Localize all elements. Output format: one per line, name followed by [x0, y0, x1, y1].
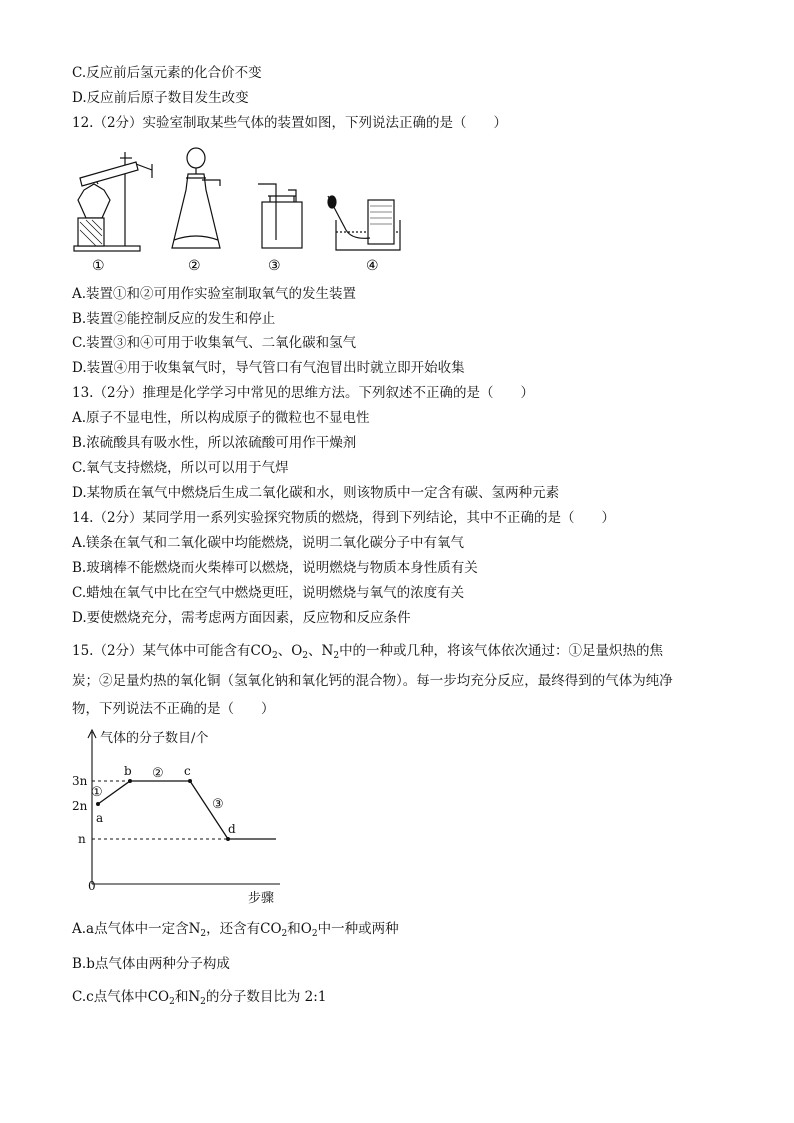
q12-stem: 12.（2分）实验室制取某些气体的装置如图，下列说法正确的是（ ） [72, 115, 508, 131]
q13-option-a: A.原子不显电性，所以构成原子的微粒也不显电性 [72, 410, 370, 426]
point-label-d: d [228, 822, 236, 836]
point-label-a: a [96, 811, 104, 825]
y-tick-2n: 2n [72, 799, 88, 813]
step-label-2: ② [152, 766, 164, 781]
apparatus-label-4: ④ [366, 258, 379, 274]
q15-graph [70, 724, 310, 910]
prev-option-d: D.反应前后原子数目发生改变 [72, 90, 249, 106]
q13-stem: 13.（2分）推理是化学学习中常见的思维方法。下列叙述不正确的是（ ） [72, 385, 535, 401]
q12-option-d: D.装置④用于收集氧气时，导气管口有气泡冒出时就立即开始收集 [72, 360, 465, 376]
q15-option-b: B.b点气体由两种分子构成 [72, 956, 230, 972]
q12-option-a: A.装置①和②可用作实验室制取氧气的发生装置 [72, 286, 357, 302]
q13-option-b: B.浓硫酸具有吸水性，所以浓硫酸可用作干燥剂 [72, 435, 357, 451]
q14-option-a: A.镁条在氧气和二氧化碳中均能燃烧，说明二氧化碳分子中有氧气 [72, 535, 465, 551]
point-d [226, 837, 230, 841]
q13-option-c: C.氧气支持燃烧，所以可以用于气焊 [72, 460, 289, 476]
series-line [98, 781, 276, 839]
point-a [96, 802, 100, 806]
q13-option-d: D.某物质在氧气中燃烧后生成二氧化碳和水，则该物质中一定含有碳、氢两种元素 [72, 485, 560, 501]
point-c [188, 779, 192, 783]
step-label-1: ① [91, 785, 103, 800]
apparatus-label-3: ③ [268, 258, 281, 274]
prev-option-c: C.反应前后氢元素的化合价不变 [72, 65, 262, 81]
origin-label: 0 [88, 879, 96, 893]
q15-stem-line3: 物，下列说法不正确的是（ ） [72, 701, 275, 717]
y-tick-3n: 3n [72, 774, 88, 788]
apparatus-label-2: ② [188, 258, 201, 274]
y-tick-n: n [78, 832, 86, 846]
q12-apparatus-figure [70, 140, 410, 275]
apparatus-label-1: ① [92, 258, 105, 274]
y-axis-label: 气体的分子数目/个 [100, 731, 209, 746]
q12-option-c: C.装置③和④可用于收集氧气、二氧化碳和氢气 [72, 335, 357, 351]
step-label-3: ③ [212, 797, 224, 812]
q15-stem-line2: 炭；②足量灼热的氧化铜（氢氧化钠和氧化钙的混合物）。每一步均充分反应，最终得到的气体为纯净 [72, 673, 673, 689]
q15-option-c: C.c点气体中$CO_2$和$N_2$的分子数目比为 2:1 [72, 989, 327, 1007]
point-label-c: c [184, 764, 191, 778]
q15-option-a: A.a点气体中一定含$N_2$，还含有$CO_2$和$O_2$中一种或两种 [72, 921, 399, 939]
q15-stem-line1: 15.（2分）某气体中可能含有$CO_2$、$O_2$、$N_2$中的一种或几种，将该气体依次通过：①足量炽热的焦 [72, 643, 664, 661]
x-axis-label: 步骤 [248, 891, 275, 906]
point-label-b: b [124, 764, 132, 778]
point-b [128, 779, 132, 783]
q14-option-c: C.蜡烛在氧气中比在空气中燃烧更旺，说明燃烧与氧气的浓度有关 [72, 585, 465, 601]
q12-option-b: B.装置②能控制反应的发生和停止 [72, 311, 276, 327]
q14-stem: 14.（2分）某同学用一系列实验探究物质的燃烧，得到下列结论，其中不正确的是（ ） [72, 510, 616, 526]
q14-option-b: B.玻璃棒不能燃烧而火柴棒可以燃烧，说明燃烧与物质本身性质有关 [72, 560, 478, 576]
q14-option-d: D.要使燃烧充分，需考虑两方面因素，反应物和反应条件 [72, 610, 411, 626]
